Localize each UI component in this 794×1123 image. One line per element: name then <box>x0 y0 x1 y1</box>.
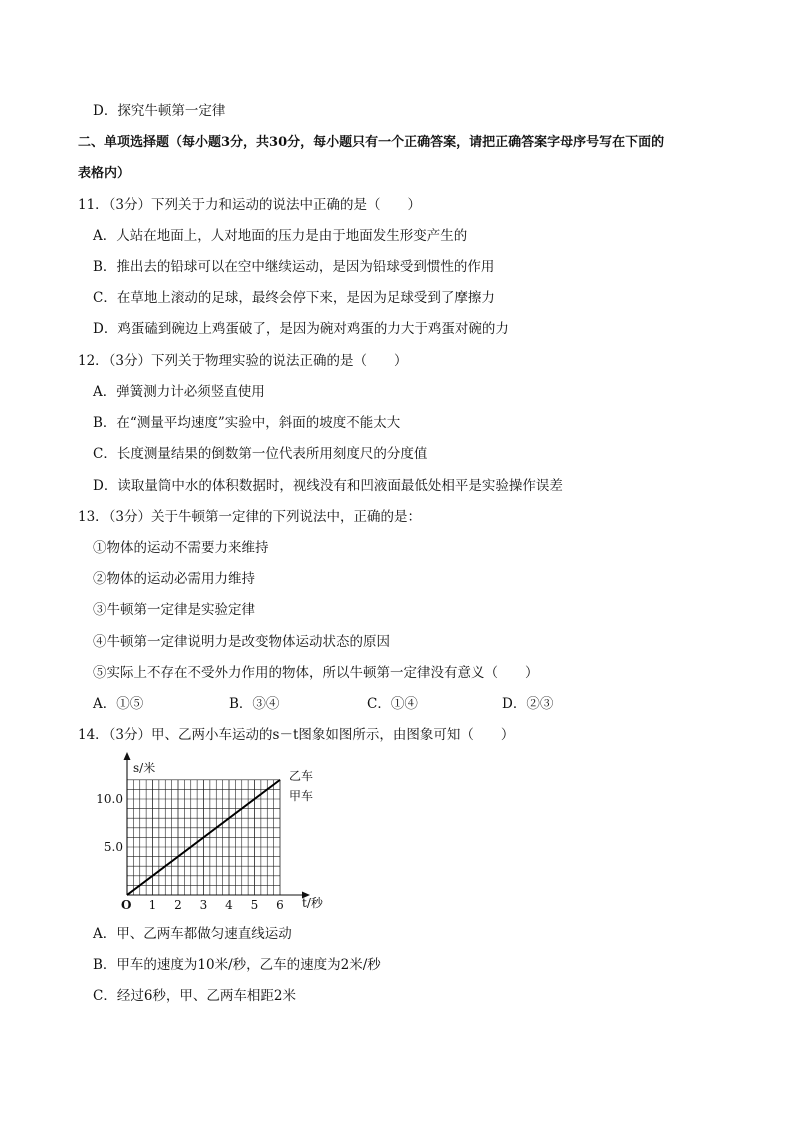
q13-choice-c: C．①④ <box>367 696 418 712</box>
x-tick-label: 5 <box>250 898 259 912</box>
q13-statement-1: ①物体的运动不需要力来维持 <box>93 540 269 556</box>
section-2-heading-cont: 表格内） <box>78 166 131 181</box>
x-axis-label: t/秒 <box>302 896 323 910</box>
s-t-graph <box>86 752 326 918</box>
q11-option-b: B．推出去的铅球可以在空中继续运动，是因为铅球受到惯性的作用 <box>93 259 495 275</box>
y-tick-label: 5.0 <box>103 840 123 854</box>
q11-option-c: C．在草地上滚动的足球，最终会停下来，是因为足球受到了摩擦力 <box>93 290 495 306</box>
q12-stem: 12．（3分）下列关于物理实验的说法正确的是（ ） <box>78 353 408 369</box>
series-label-1: 乙车 <box>289 769 314 783</box>
q13-statement-2: ②物体的运动必需用力维持 <box>93 571 255 587</box>
origin-label: O <box>121 898 132 912</box>
q14-stem: 14．（3分）甲、乙两小车运动的s－t图象如图所示，由图象可知（ ） <box>78 727 515 743</box>
x-tick-label: 3 <box>199 898 208 912</box>
q11-stem: 11．（3分）下列关于力和运动的说法中正确的是（ ） <box>78 197 422 213</box>
q13-choice-a: A．①⑤ <box>93 696 144 712</box>
q11-option-d: D．鸡蛋磕到碗边上鸡蛋破了，是因为碗对鸡蛋的力大于鸡蛋对碗的力 <box>93 321 509 337</box>
q12-option-d: D．读取量筒中水的体积数据时，视线没有和凹液面最低处相平是实验操作误差 <box>93 478 563 494</box>
q13-statement-3: ③牛顿第一定律是实验定律 <box>93 602 255 618</box>
x-tick-label: 2 <box>174 898 182 912</box>
q12-option-c: C．长度测量结果的倒数第一位代表所用刻度尺的分度值 <box>93 446 428 462</box>
q13-choice-d: D．②③ <box>502 696 554 712</box>
q13-stem: 13．（3分）关于牛顿第一定律的下列说法中，正确的是： <box>78 509 422 525</box>
y-axis-label: s/米 <box>133 761 156 775</box>
series-label-2: 甲车 <box>289 789 314 803</box>
y-axis-arrow <box>124 752 131 760</box>
x-tick-label: 6 <box>276 898 284 912</box>
q12-option-b: B．在“测量平均速度”实验中，斜面的坡度不能太大 <box>93 415 401 431</box>
q12-option-a: A．弹簧测力计必须竖直使用 <box>93 384 265 400</box>
q10-option-d: D．探究牛顿第一定律 <box>93 103 226 119</box>
q13-statement-4: ④牛顿第一定律说明力是改变物体运动状态的原因 <box>93 634 390 650</box>
q13-statement-5: ⑤实际上不存在不受外力作用的物体，所以牛顿第一定律没有意义（ ） <box>93 665 539 681</box>
q14-option-c: C．经过6秒，甲、乙两车相距2米 <box>93 988 297 1004</box>
q14-option-a: A．甲、乙两车都做匀速直线运动 <box>93 926 292 942</box>
q14-option-b: B．甲车的速度为10米/秒，乙车的速度为2米/秒 <box>93 957 381 973</box>
x-tick-label: 1 <box>148 898 157 912</box>
q13-choice-b: B．③④ <box>229 696 280 712</box>
x-tick-label: 4 <box>225 898 233 912</box>
section-2-heading: 二、单项选择题（每小题3分，共30分，每小题只有一个正确答案，请把正确答案字母序号写在下面的 <box>78 135 665 150</box>
y-tick-label: 10.0 <box>96 792 123 806</box>
q11-option-a: A．人站在地面上，人对地面的压力是由于地面发生形变产生的 <box>93 228 468 244</box>
